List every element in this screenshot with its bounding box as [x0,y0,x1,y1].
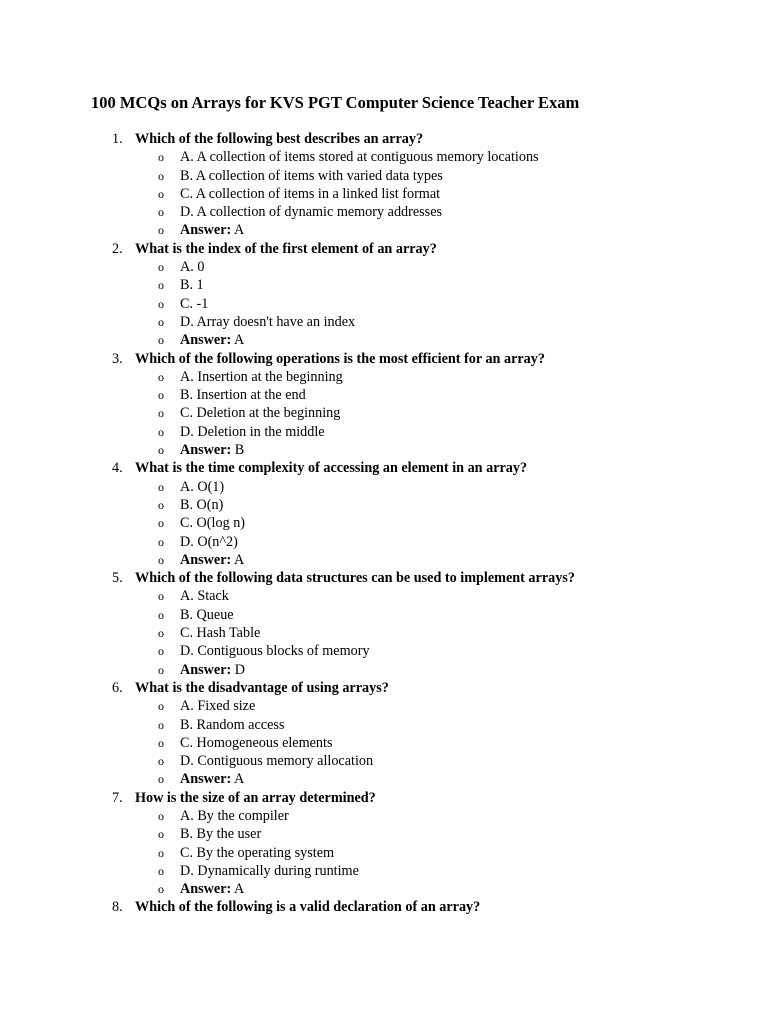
answer-value: B [234,442,245,459]
circle-bullet-icon: o [158,827,164,842]
circle-bullet-icon: o [158,186,164,201]
question-text: Which of the following best describes an array? [135,131,424,147]
option-item [0,148,768,166]
answer-item [0,221,768,239]
option-list [0,807,768,898]
option-text: B. O(n) [180,496,224,513]
circle-bullet-icon: o [158,882,164,897]
question-item [0,898,768,916]
answer-text [180,770,244,788]
circle-bullet-icon: o [158,589,164,604]
option-item [0,313,768,331]
option-text: A. O(1) [180,478,225,495]
option-text: B. 1 [180,277,204,294]
option-item [0,203,768,221]
option-text: D. A collection of dynamic memory addresses [180,204,443,221]
circle-bullet-icon: o [158,424,164,439]
option-text: D. O(n^2) [180,533,238,550]
option-item [0,642,768,660]
question-line [0,569,768,587]
question-number: 4. [112,460,123,477]
option-item [0,276,768,294]
option-text: C. Deletion at the beginning [180,405,341,422]
answer-label: Answer: [180,881,232,898]
option-text: B. Random access [180,716,285,733]
circle-bullet-icon: o [158,150,164,165]
answer-label: Answer: [180,551,232,568]
option-text: B. Insertion at the end [180,387,306,404]
question-text: What is the time complexity of accessing an element in an array? [135,460,528,477]
option-text: C. Hash Table [180,625,261,642]
option-list [0,258,768,349]
question-number: 5. [112,570,123,587]
option-text: D. Array doesn't have an index [180,313,356,330]
circle-bullet-icon: o [158,369,164,384]
circle-bullet-icon: o [158,333,164,348]
option-item [0,844,768,862]
answer-label: Answer: [180,661,232,678]
option-list [0,148,768,239]
option-item [0,606,768,624]
circle-bullet-icon: o [158,699,164,714]
question-line [0,130,768,148]
answer-item [0,770,768,788]
option-text: A. A collection of items stored at contiguous memory locations [180,149,539,166]
answer-label: Answer: [180,771,232,788]
circle-bullet-icon: o [158,406,164,421]
option-item [0,587,768,605]
question-line [0,350,768,368]
answer-text [180,661,245,679]
circle-bullet-icon: o [158,845,164,860]
option-item [0,404,768,422]
circle-bullet-icon: o [158,388,164,403]
answer-item [0,880,768,898]
question-number: 1. [112,131,123,147]
answer-label: Answer: [180,442,232,459]
circle-bullet-icon: o [158,223,164,238]
circle-bullet-icon: o [158,314,164,329]
question-number: 2. [112,240,123,257]
answer-value: A [234,881,245,898]
option-item [0,697,768,715]
option-text: D. Contiguous blocks of memory [180,643,370,660]
circle-bullet-icon: o [158,443,164,458]
circle-bullet-icon: o [158,735,164,750]
option-text: C. -1 [180,295,209,312]
circle-bullet-icon: o [158,607,164,622]
circle-bullet-icon: o [158,534,164,549]
option-item [0,752,768,770]
option-text: D. Dynamically during runtime [180,862,359,879]
question-text: How is the size of an array determined? [135,789,376,806]
answer-text [180,441,244,459]
circle-bullet-icon: o [158,168,164,183]
question-number: 7. [112,789,123,806]
circle-bullet-icon: o [158,296,164,311]
option-item [0,807,768,825]
answer-value: A [234,222,245,239]
circle-bullet-icon: o [158,479,164,494]
option-text: B. Queue [180,606,234,623]
circle-bullet-icon: o [158,516,164,531]
option-list [0,697,768,788]
question-item [0,350,768,460]
question-item [0,459,768,569]
answer-value: D [234,661,246,678]
option-item [0,734,768,752]
circle-bullet-icon: o [158,808,164,823]
circle-bullet-icon: o [158,278,164,293]
question-item [0,679,768,789]
answer-value: A [234,771,245,788]
circle-bullet-icon: o [158,552,164,567]
option-text: C. A collection of items in a linked list format [180,185,441,202]
answer-value: A [234,332,245,349]
answer-text [180,880,244,898]
question-item [0,130,768,240]
answer-item [0,331,768,349]
option-text: A. 0 [180,259,205,276]
circle-bullet-icon: o [158,754,164,769]
question-item [0,240,768,350]
option-item [0,185,768,203]
option-item [0,478,768,496]
question-line [0,679,768,697]
option-text: A. Fixed size [180,698,256,715]
answer-text [180,221,244,239]
question-number: 6. [112,679,123,696]
option-text: B. A collection of items with varied data types [180,167,443,184]
question-line [0,459,768,477]
option-text: A. Stack [180,588,229,605]
option-text: D. Deletion in the middle [180,423,325,440]
question-line [0,898,768,916]
circle-bullet-icon: o [158,662,164,677]
circle-bullet-icon: o [158,205,164,220]
option-text: B. By the user [180,826,262,843]
option-item [0,167,768,185]
circle-bullet-icon: o [158,260,164,275]
answer-text [180,331,244,349]
circle-bullet-icon: o [158,644,164,659]
question-number: 8. [112,899,123,916]
option-item [0,368,768,386]
question-text: What is the disadvantage of using arrays? [135,679,389,696]
circle-bullet-icon: o [158,626,164,641]
option-item [0,514,768,532]
option-item [0,496,768,514]
option-item [0,533,768,551]
option-item [0,423,768,441]
question-line [0,789,768,807]
option-item [0,825,768,843]
question-item [0,569,768,679]
circle-bullet-icon: o [158,863,164,878]
option-item [0,624,768,642]
circle-bullet-icon: o [158,772,164,787]
answer-label: Answer: [180,222,232,239]
answer-item [0,441,768,459]
question-line [0,240,768,258]
option-text: D. Contiguous memory allocation [180,753,374,770]
circle-bullet-icon: o [158,497,164,512]
answer-text [180,551,244,569]
option-text: C. Homogeneous elements [180,734,333,751]
option-text: C. By the operating system [180,844,335,861]
option-list [0,587,768,678]
answer-label: Answer: [180,332,232,349]
circle-bullet-icon: o [158,717,164,732]
answer-value: A [234,551,245,568]
answer-item [0,551,768,569]
option-list [0,478,768,569]
option-text: A. By the compiler [180,807,289,824]
option-item [0,716,768,734]
question-text: Which of the following data structures can be used to implement arrays? [135,570,575,587]
option-item [0,258,768,276]
option-list [0,368,768,459]
option-text: C. O(log n) [180,515,246,532]
document-title: 100 MCQs on Arrays for KVS PGT Computer Science Teacher Exam [91,93,580,112]
question-number: 3. [112,350,123,367]
question-text: Which of the following operations is the most efficient for an array? [135,350,545,367]
answer-item [0,661,768,679]
option-item [0,295,768,313]
option-item [0,862,768,880]
question-list [0,130,768,917]
question-text: What is the index of the first element of an array? [135,240,437,257]
question-item [0,789,768,899]
option-text: A. Insertion at the beginning [180,368,343,385]
question-text: Which of the following is a valid declaration of an array? [135,899,481,916]
option-item [0,386,768,404]
